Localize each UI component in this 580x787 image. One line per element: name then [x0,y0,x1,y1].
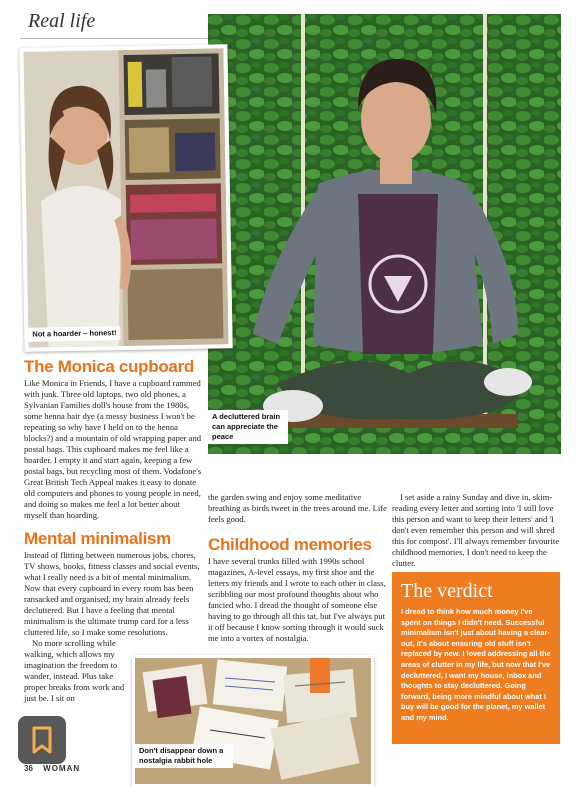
main-photo [208,14,561,454]
monica-body: Like Monica in Friends, I have a cupboard rammed with junk. Three old laptops, two old phones, a Sylvanian Families doll's house from the 1980s, some henna hair dye (a messy business I won't be repeating so why have I held on to the henna blocks?) and a mountain of old wrapping paper and postal bags. This cupboard makes me feel like a hoarder. I empty it and start again, keeping a few postal bags, but recycling most of them. Vodafone's Great British Tech Appeal makes it easy to donate old computers and phones to young people in need, and doing so makes me feel a lot better about myself than hoarding. [24,378,202,520]
swing-body: the garden swing and enjoy some meditative breathing as birds tweet in the trees around me. Life feels good. [208,492,387,524]
mental-body-2: No more scrolling while walking, which allows my imagination the freedom to wander, instead. Plus take proper breaks from work and just be. I sit on [24,638,125,703]
childhood-body: I have several trunks filled with 1990s school magazines, A-level essays, my first shoe and the letters my friends and I wrote to each other in class, scribbling our most profound thoughts about who fancied who. I dread the thought of someone else having to go through all this tat, but I've always put it off because I know sorting through it would suck me into a vortex of nostalgia. [208,556,386,643]
verdict-title: The verdict [401,580,493,602]
magazine-name: WOMAN [43,764,81,773]
verdict-box [392,572,560,744]
cupboard-illustration [23,48,228,347]
monica-heading: The Monica cupboard [24,357,194,376]
letters-photo-caption: Don't disappear down a nostalgia rabbit hole [135,744,233,768]
verdict-body: I dread to think how much money I've spent on things I didn't need. Successful minimalism isn't just about having a clear-out, it's about ensuring old stuff isn't replaced by new. I loved addressing all the areas of clutter in my life, but now that I've decluttered, I want my house, inbox and thoughts to stay decluttered. Going forward, being more mindful about what I buy will be good for the planet, my wallet and my mind. [401,607,551,722]
meditation-illustration [208,14,561,454]
main-photo-caption: A decluttered brain can appreciate the peace [208,410,288,444]
bookmark-button[interactable] [18,716,66,764]
cupboard-photo-caption: Not a hoarder – honest! [28,326,120,342]
mental-body: Instead of flitting between numerous jobs, chores, TV shows, books, fitness classes and social events, what I really need is a bit of mental minimalism. Now that every cupboard in every room has been ransacked and organised, my brain already feels decluttered. But I have a feeling that mental minimalism is the ultimate trump card for a less cluttered life, so I make some resolutions. [24,550,200,637]
bookmark-icon [18,716,66,764]
childhood-heading: Childhood memories [208,535,372,554]
letters-photo [132,655,374,787]
sorting-body: I set aside a rainy Sunday and dive in, skim-reading every letter and sorting into 'I still love this person and want to keep their letters' and 'I don't even remember this person and will shred this for compost'. I'll always remember favourite childhood memories, I don't need to keep the clutter. [392,492,560,568]
page-number: 36 [24,764,33,773]
mental-heading: Mental minimalism [24,529,171,548]
cupboard-photo [19,44,232,352]
section-tag: Real life [28,10,96,32]
page-footer [24,764,80,773]
